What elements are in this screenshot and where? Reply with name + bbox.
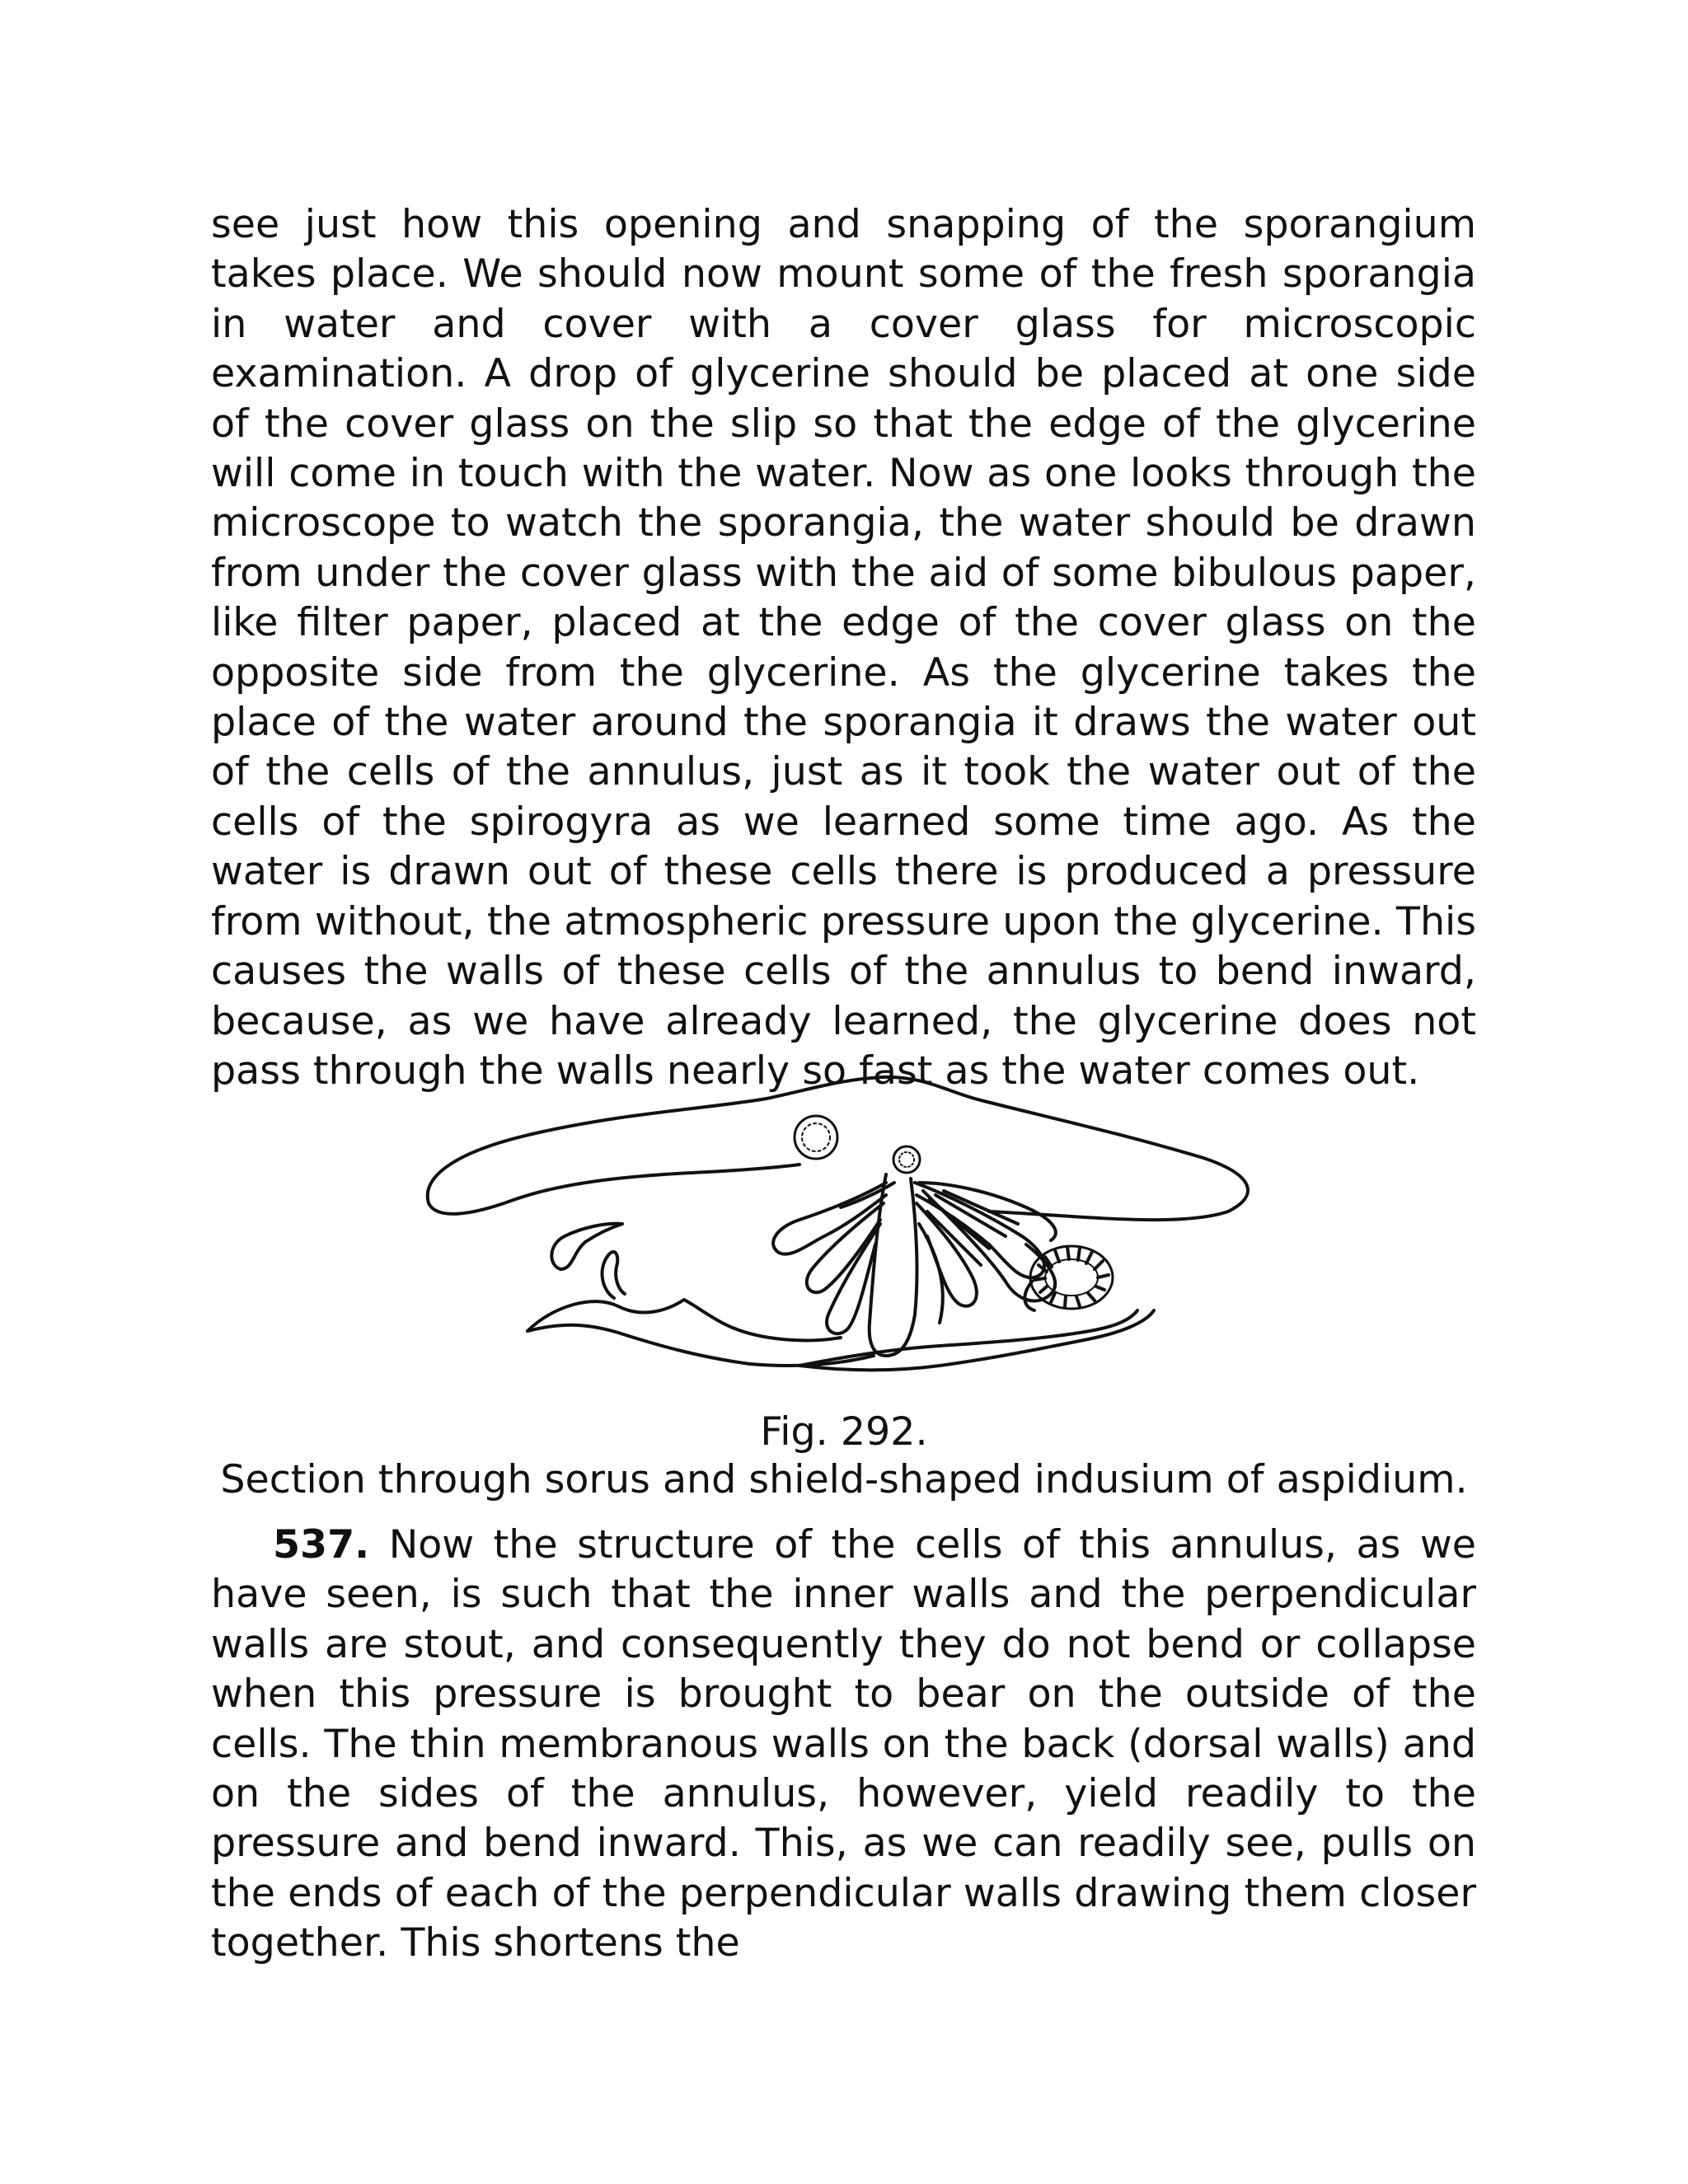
- paragraph-number: 537.: [273, 1522, 370, 1568]
- body-paragraph-537: [211, 1521, 1476, 1969]
- paragraph-text: Now the structure of the cells of this annulus, as we have seen, is such that the inner walls and the perpendicular walls are stout, and consequently they do not bend or collapse when this pressure is brought to bear on the outside of the cells. The thin membranous walls on the back (dorsal walls) and on the sides of the annulus, however, yield readily to the pressure and bend inward. This, as we can readily see, pulls on the ends of each of the perpendicular walls drawing them closer together. This shortens the: [211, 1522, 1476, 1966]
- sorus-section-illustration: [412, 1059, 1269, 1380]
- figure-caption: Section through sorus and shield-shaped indusium of aspidium.: [220, 1457, 1468, 1502]
- figure-label: Fig. 292.: [760, 1409, 928, 1455]
- body-paragraph: see just how this opening and snapping of the sporangium takes place. We should now mount some of the fresh sporangia in water and cover with a cover glass for microscopic examination. A drop of glycerine should be placed at one side of the cover glass on the slip so that the edge of the glycerine will come in touch with the water. Now as one looks through the microscope to watch the sporangia, the water should be drawn from under the cover glass with the aid of some bibulous paper, like filter paper, placed at the edge of the cover glass on the opposite side from the glycerine. As the glycerine takes the place of the water around the sporangia it draws the water out of the cells of the annulus, just as it took the water out of the cells of the spirogyra as we learned some time ago. As the water is drawn out of these cells there is produced a pressure from without, the atmospheric pressure upon the glycerine. This causes the walls of these cells of the annulus to bend inward, because, as we have already learned, the glycerine does not pass through the walls nearly so fast as the water comes out.: [211, 202, 1476, 1094]
